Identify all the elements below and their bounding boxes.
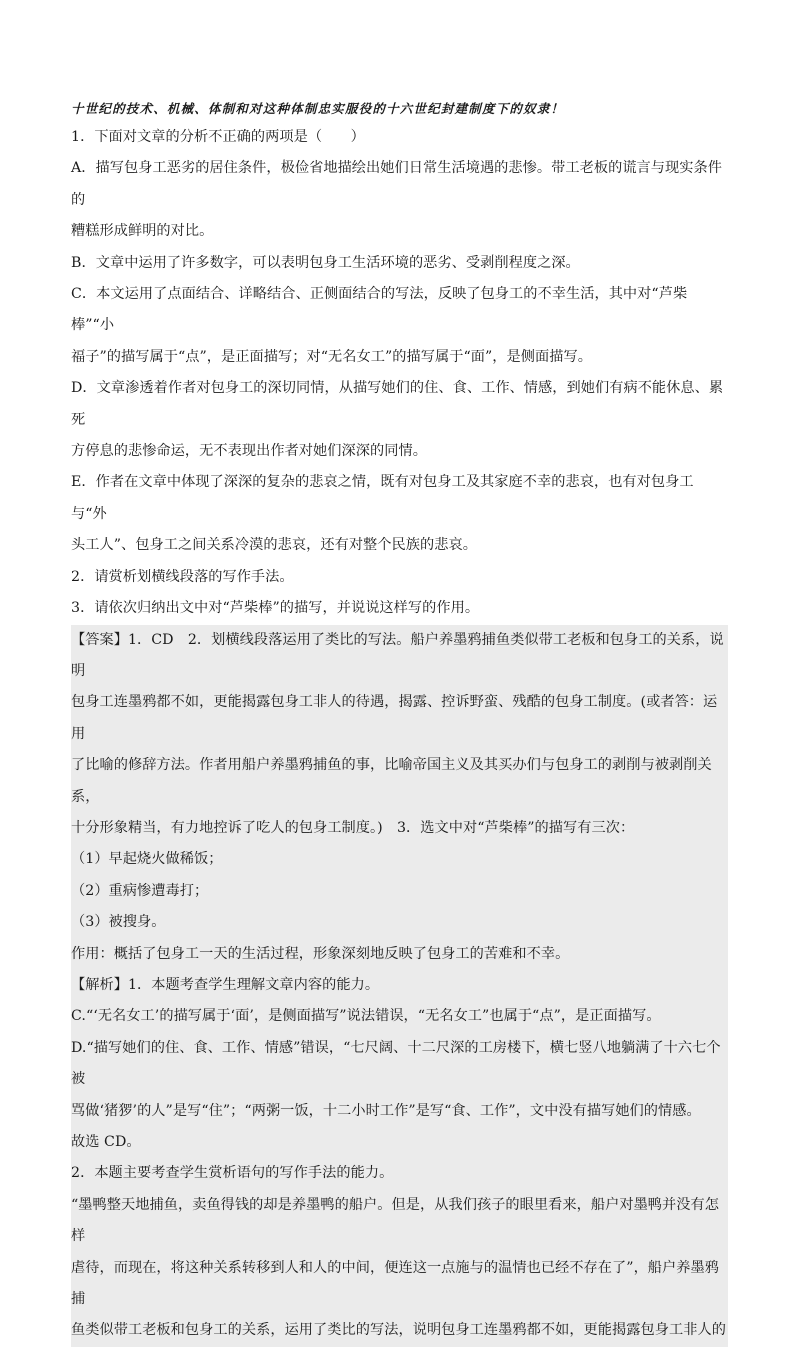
analysis-2-heading: 2．本题主要考查学生赏析语句的写作手法的能力。: [71, 1165, 394, 1182]
answer-item-2: （2）重病惨遭毒打；: [71, 882, 209, 899]
option-d: D．文章渗透着作者对包身工的深切同情，从描写她们的住、食、工作、情感，到她们有病不能休息、累死 方停息的悲惨命运，无不表现出作者对她们深深的同情。: [71, 380, 724, 460]
answer-paragraph: 【答案】1．CD 2．划横线段落运用了类比的写法。船户养墨鸦捕鱼类似带工老板和包身工的关系，说明 包身工连墨鸦都不如，更能揭露包身工非人的待遇，揭露、控诉野蛮、残酷的包身工制度。(或者答：运用 了比喻的修辞方法。作者用船户养墨鸦捕鱼的事，比喻帝国主义及其买办们与包身工的剥削与被剥削关系， 十分形象精当，有力地控诉了吃人的包身工制度。) 3．选文中对“芦柴棒”的描写有三次：: [71, 631, 724, 836]
option-e: E．作者在文章中体现了深深的复杂的悲哀之情，既有对包身工及其家庭不幸的悲哀，也有对包身工与“外 头工人”、包身工之间关系冷漠的悲哀，还有对整个民族的悲哀。: [71, 474, 694, 554]
option-c: C．本文运用了点面结合、详略结合、正侧面结合的写法，反映了包身工的不幸生活，其中对“芦柴棒”“小 福子”的描写属于“点”，是正面描写；对“无名女工”的描写属于“面”，是侧面描写。: [71, 286, 688, 365]
analysis-heading: 【解析】1．本题考查学生理解文章内容的能力。: [71, 976, 380, 993]
analysis-2-body: “墨鸭整天地捕鱼，卖鱼得钱的却是养墨鸭的船户。但是，从我们孩子的眼里看来，船户对墨鸭并没有怎样 虐待，而现在，将这种关系转移到人和人的中间，便连这一点施与的温情也已经不存在了”，船户养墨鸦捕 鱼类似带工老板和包身工的关系，运用了类比的写法，说明包身工连墨鸦都不如，更能揭露包身工非人的: [71, 1196, 726, 1339]
answer-item-3: （3）被搜身。: [71, 914, 166, 931]
answer-analysis-section: [71, 625, 728, 1347]
analysis-d: D.“描写她们的住、食、工作、情感”错误，“七尺阔、十二尺深的工房楼下，横七竖八地躺满了十六七个被 骂做‘猪猡’的人”是写“住”；“两粥一饭，十二小时工作”是写“食、工作”，文中没有描写她们的情感。: [71, 1039, 721, 1119]
question-3: 3．请依次归纳出文中对“芦柴棒”的描写，并说说这样写的作用。: [71, 600, 480, 617]
answer-effect: 作用：概括了包身工一天的生活过程，形象深刻地反映了包身工的苦难和不幸。: [71, 945, 570, 962]
question-1: 1．下面对文章的分析不正确的两项是（ ）: [71, 129, 365, 145]
option-b: B．文章中运用了许多数字，可以表明包身工生活环境的恶劣、受剥削程度之深。: [71, 254, 580, 271]
option-a: A．描写包身工恶劣的居住条件，极俭省地描绘出她们日常生活境遇的悲惨。带工老板的谎言与现实条件的 糟糕形成鲜明的对比。: [71, 160, 722, 240]
analysis-conclusion: 故选 CD。: [71, 1134, 141, 1150]
passage-ending-line: 十世纪的技术、机械、体制和对这种体制忠实服役的十六世纪封建制度下的奴隶！: [71, 101, 565, 116]
question-2: 2．请赏析划横线段落的写作手法。: [71, 568, 294, 585]
analysis-c: C.“‘无名女工’的描写属于‘面’，是侧面描写”说法错误，“无名女工”也属于“点”，是正面描写。: [71, 1008, 661, 1025]
answer-item-1: （1）早起烧火做稀饭；: [71, 851, 223, 868]
questions-section: [71, 122, 728, 625]
